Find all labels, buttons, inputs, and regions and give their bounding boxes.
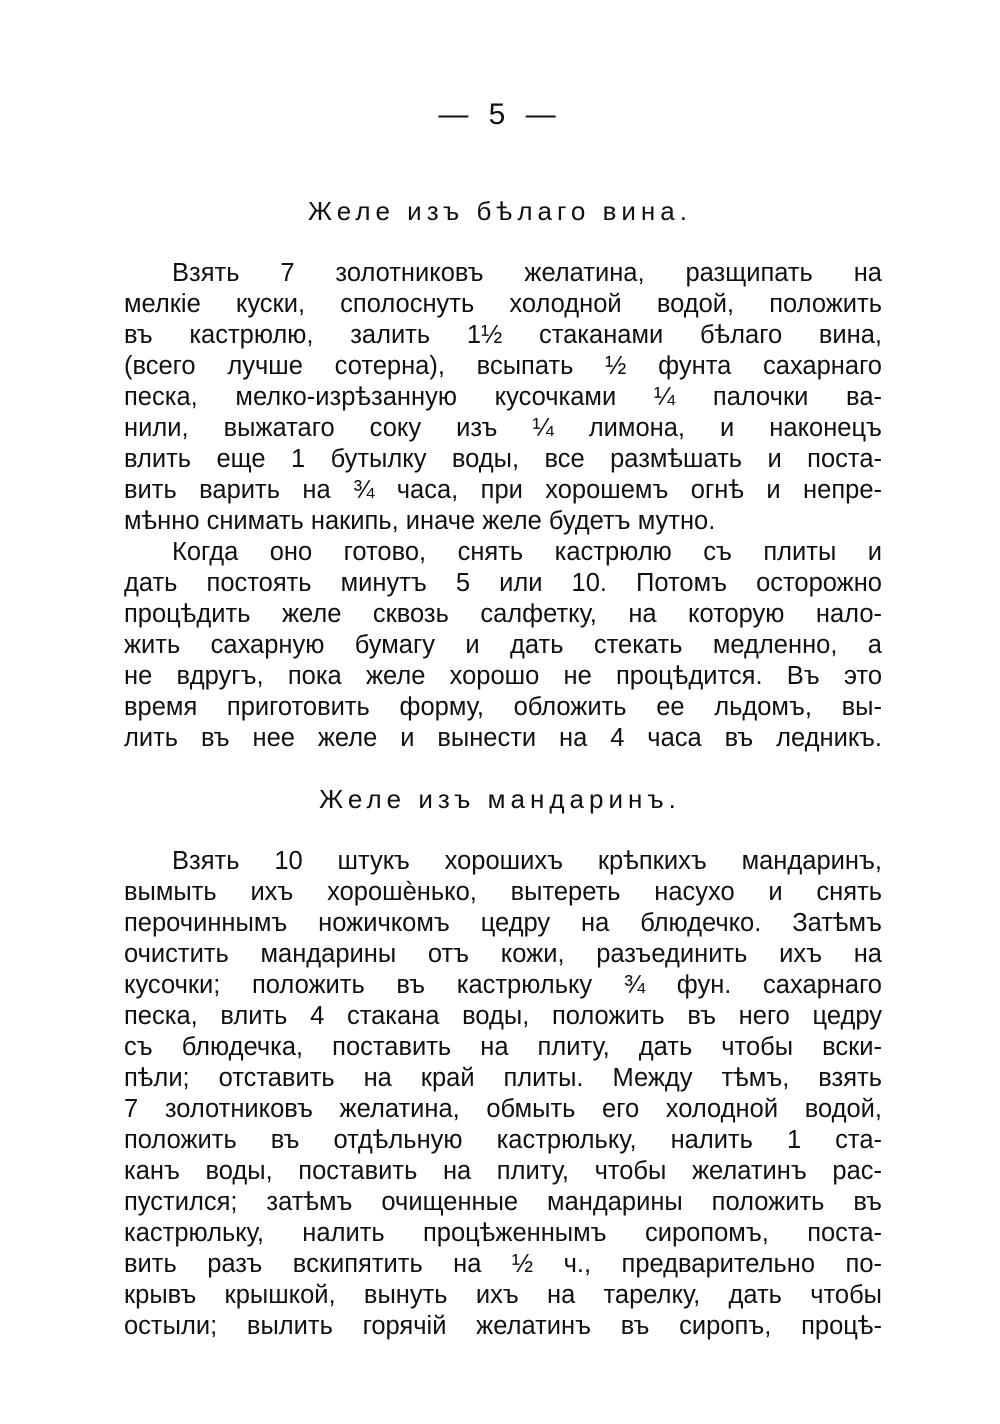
text-line: Взять 7 золотниковъ желатина, разщипать на <box>172 259 882 287</box>
paragraph-white-wine-2 <box>124 537 882 754</box>
page-number: — 5 — <box>438 98 562 131</box>
text-line: въ кастрюлю, залить 1½ стаканами бѣлаго вина, <box>124 321 882 349</box>
text-line: (всего лучше сотерна), всыпать ½ фунта сахарнаго <box>124 352 882 380</box>
text-line: вить разъ вскипятить на ½ ч., предварительно по- <box>124 1250 882 1278</box>
text-line: дать постоять минутъ 5 или 10. Потомъ осторожно <box>124 569 882 597</box>
text-line: очистить мандарины отъ кожи, разъединить ихъ на <box>124 940 882 968</box>
text-line: лить въ нее желе и вынести на 4 часа въ ледникъ. <box>124 724 882 752</box>
text-line: мѣнно снимать накипь, иначе желе будетъ мутно. <box>124 507 716 535</box>
section-title-white-wine-jelly: Желе изъ бѣлаго вина. <box>308 196 692 226</box>
text-line: вить варить на ¾ часа, при хорошемъ огнѣ и непре- <box>124 476 882 504</box>
text-line: процѣдить желе сквозь салфетку, на которую нало- <box>124 600 882 628</box>
text-line: канъ воды, поставить на плиту, чтобы желатинъ рас- <box>124 1157 882 1185</box>
text-line: влить еще 1 бутылку воды, все размѣшать и поста- <box>124 445 882 473</box>
text-line: Когда оно готово, снять кастрюлю съ плиты и <box>172 538 882 566</box>
text-line: Взять 10 штукъ хорошихъ крѣпкихъ мандаринъ, <box>172 847 882 875</box>
paragraph-white-wine-1 <box>124 258 882 537</box>
text-line: жить сахарную бумагу и дать стекать медленно, а <box>124 631 882 659</box>
text-line: крывъ крышкой, вынуть ихъ на тарелку, дать чтобы <box>124 1281 882 1309</box>
text-line: мелкіе куски, сполоснуть холодной водой, положить <box>124 290 882 318</box>
text-line: съ блюдечка, поставить на плиту, дать чтобы вски- <box>124 1033 882 1061</box>
text-line: песка, мелко-изрѣзанную кусочками ¼ палочки ва- <box>124 383 882 411</box>
text-line: кусочки; положить въ кастрюльку ¾ фун. сахарнаго <box>124 971 882 999</box>
text-line: вымыть ихъ хорошѐнько, вытереть насухо и снять <box>124 878 882 906</box>
text-line: не вдругъ, пока желе хорошо не процѣдится. Въ это <box>124 662 882 690</box>
text-line: положить въ отдѣльную кастрюльку, налить 1 ста- <box>124 1126 882 1154</box>
text-line: кастрюльку, налить процѣженнымъ сиропомъ, поста- <box>124 1219 882 1247</box>
text-line: пѣли; отставить на край плиты. Между тѣмъ, взять <box>124 1064 882 1092</box>
paragraph-mandarin-1 <box>124 846 882 1342</box>
text-line: время приготовить форму, обложить ее льдомъ, вы- <box>124 693 882 721</box>
text-line: остыли; вылить горячій желатинъ въ сиропъ, процѣ- <box>124 1312 882 1340</box>
section-title-mandarin-jelly: Желе изъ мандаринъ. <box>319 784 681 814</box>
text-line: 7 золотниковъ желатина, обмыть его холодной водой, <box>124 1095 882 1123</box>
text-line: песка, влить 4 стакана воды, положить въ него цедру <box>124 1002 882 1030</box>
text-line: нили, выжатаго соку изъ ¼ лимона, и наконецъ <box>124 414 882 442</box>
text-line: пустился; затѣмъ очищенные мандарины положить въ <box>124 1188 882 1216</box>
text-line: перочиннымъ ножичкомъ цедру на блюдечко. Затѣмъ <box>124 909 882 937</box>
